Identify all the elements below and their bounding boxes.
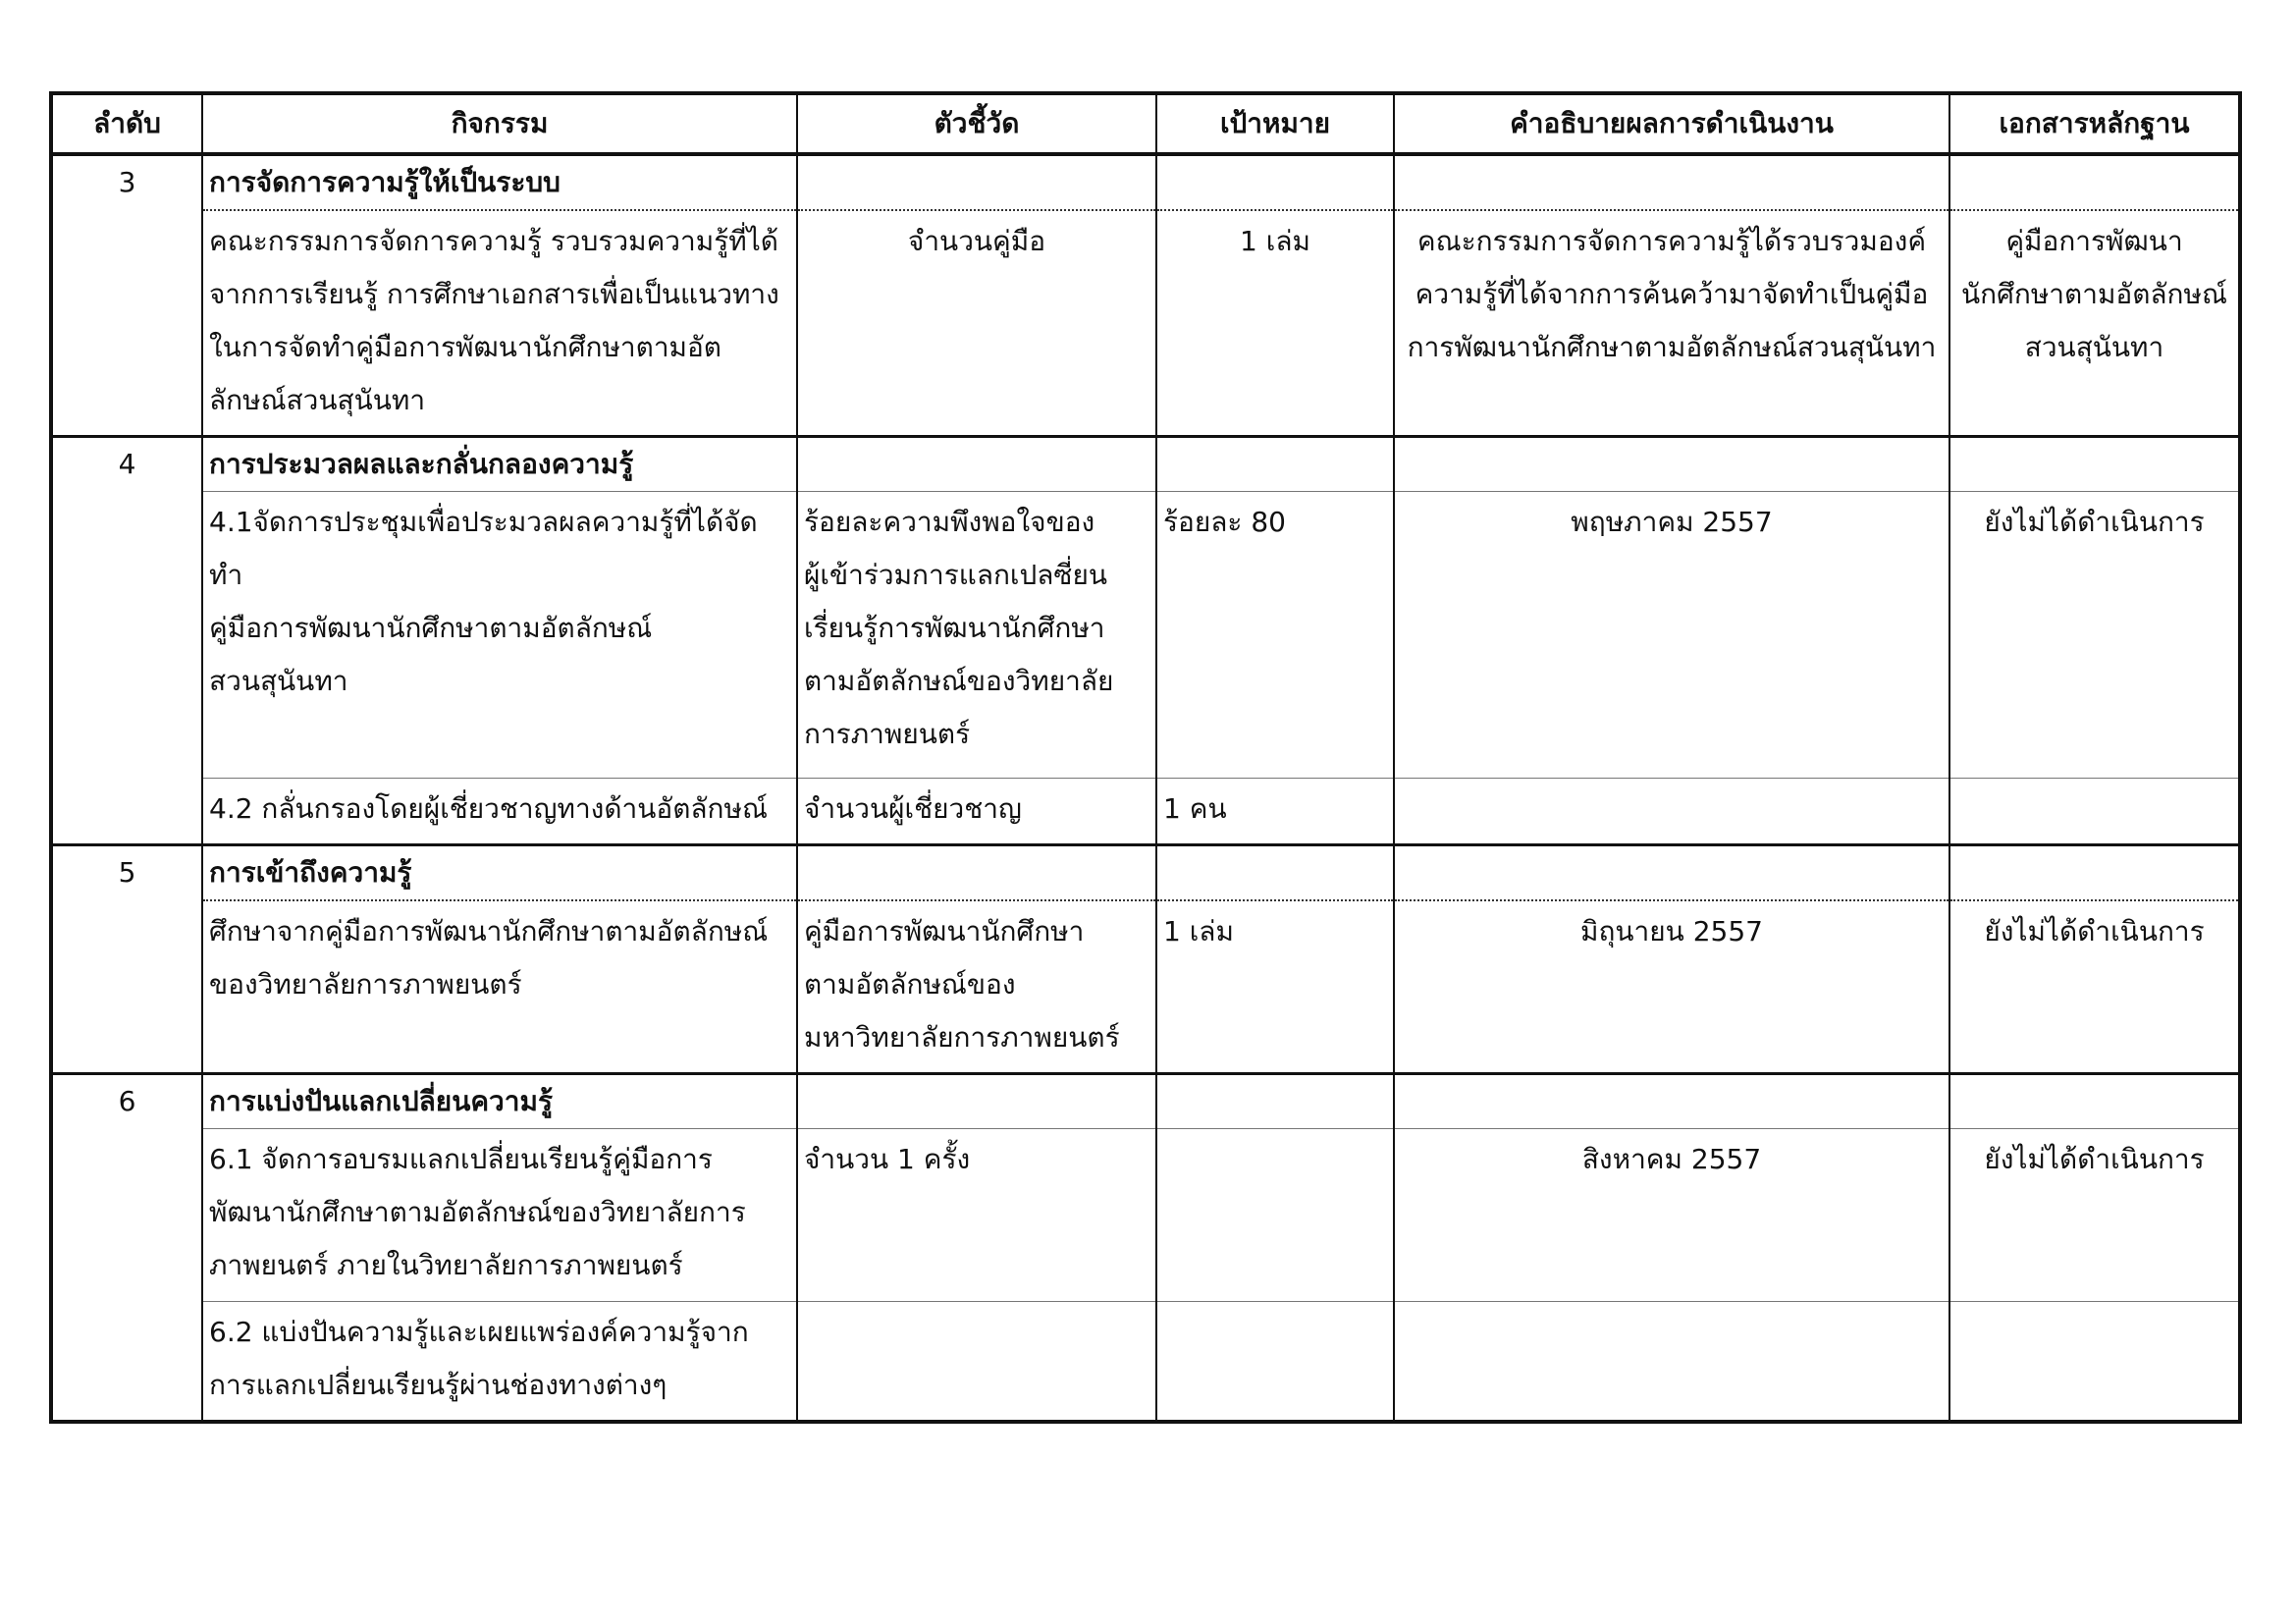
- section-title: การแบ่งปันแลกเปลี่ยนความรู้: [202, 1074, 797, 1129]
- section-title-row: [51, 1074, 2240, 1129]
- activity-cell: 6.1 จัดการอบรมแลกเปลี่ยนเรียนรู้คู่มือการ พัฒนานักศึกษาตามอัตลักษณ์ของวิทยาลัยการ ภาพยนตร์ ภายในวิทยาลัยการภาพยนตร์: [202, 1129, 797, 1302]
- activity-cell: คณะกรรมการจัดการความรู้ รวบรวมความรู้ที่ได้ จากการเรียนรู้ การศึกษาเอกสารเพื่อเป็นแนวทาง ในการจัดทำคู่มือการพัฒนานักศึกษาตามอัต ลักษณ์สวนสุนันทา: [202, 210, 797, 437]
- description-cell: คณะกรรมการจัดการความรู้ได้รวบรวมองค์ ความรู้ที่ได้จากการค้นคว้ามาจัดทำเป็นคู่มือ การพัฒนานักศึกษาตามอัตลักษณ์สวนสุนันทา: [1394, 210, 1949, 437]
- header-activity: กิจกรรม: [202, 93, 797, 154]
- target-cell: 1 เล่ม: [1156, 210, 1394, 437]
- target-cell: ร้อยละ 80: [1156, 492, 1394, 779]
- header-indicator: ตัวชี้วัด: [797, 93, 1156, 154]
- evidence-cell: ยังไม่ได้ดำเนินการ: [1949, 492, 2240, 779]
- activity-cell: ศึกษาจากคู่มือการพัฒนานักศึกษาตามอัตลักษณ์ ของวิทยาลัยการภาพยนตร์: [202, 900, 797, 1074]
- evidence-cell: ยังไม่ได้ดำเนินการ: [1949, 900, 2240, 1074]
- evidence-cell: ยังไม่ได้ดำเนินการ: [1949, 1129, 2240, 1302]
- section-title-row: [51, 437, 2240, 492]
- target-cell: [1156, 1302, 1394, 1423]
- indicator-cell: จำนวน 1 ครั้ง: [797, 1129, 1156, 1302]
- section-number: 3: [51, 154, 202, 437]
- section-title: การจัดการความรู้ให้เป็นระบบ: [202, 154, 797, 210]
- indicator-cell: จำนวนผู้เชี่ยวชาญ: [797, 779, 1156, 845]
- activity-cell: 4.1จัดการประชุมเพื่อประมวลผลความรู้ที่ได้จัดทำ คู่มือการพัฒนานักศึกษาตามอัตลักษณ์สวนสุนันทา: [202, 492, 797, 779]
- description-cell: พฤษภาคม 2557: [1394, 492, 1949, 779]
- target-cell: 1 คน: [1156, 779, 1394, 845]
- table-row: [51, 1129, 2240, 1302]
- section-number: 5: [51, 845, 202, 1074]
- indicator-cell: [797, 1302, 1156, 1423]
- description-cell: มิถุนายน 2557: [1394, 900, 1949, 1074]
- target-cell: [1156, 1129, 1394, 1302]
- activity-cell: 6.2 แบ่งปันความรู้และเผยแพร่องค์ความรู้จาก การแลกเปลี่ยนเรียนรู้ผ่านช่องทางต่างๆ: [202, 1302, 797, 1423]
- table-row: [51, 900, 2240, 1074]
- section-title-row: [51, 845, 2240, 901]
- description-cell: [1394, 779, 1949, 845]
- section-title: การเข้าถึงความรู้: [202, 845, 797, 901]
- indicator-cell: ร้อยละความพึงพอใจของ ผู้เข้าร่วมการแลกเปลซี่ยน เรี่ยนรู้การพัฒนานักศึกษา ตามอัตลักษณ์ของวิทยาลัย การภาพยนตร์: [797, 492, 1156, 779]
- description-cell: [1394, 1302, 1949, 1423]
- header-target: เป้าหมาย: [1156, 93, 1394, 154]
- indicator-cell: คู่มือการพัฒนานักศึกษา ตามอัตลักษณ์ของ มหาวิทยาลัยการภาพยนตร์: [797, 900, 1156, 1074]
- header-row: [51, 93, 2240, 154]
- table-row: [51, 779, 2240, 845]
- header-evidence: เอกสารหลักฐาน: [1949, 93, 2240, 154]
- description-cell: สิงหาคม 2557: [1394, 1129, 1949, 1302]
- activity-cell: 4.2 กลั่นกรองโดยผู้เชี่ยวชาญทางด้านอัตลักษณ์: [202, 779, 797, 845]
- km-plan-table: [49, 91, 2242, 1424]
- table-row: [51, 1302, 2240, 1423]
- evidence-cell: [1949, 779, 2240, 845]
- section-title-row: [51, 154, 2240, 210]
- target-cell: 1 เล่ม: [1156, 900, 1394, 1074]
- indicator-cell: จำนวนคู่มือ: [797, 210, 1156, 437]
- header-order: ลำดับ: [51, 93, 202, 154]
- evidence-cell: [1949, 1302, 2240, 1423]
- header-description: คำอธิบายผลการดำเนินงาน: [1394, 93, 1949, 154]
- evidence-cell: คู่มือการพัฒนา นักศึกษาตามอัตลักษณ์ สวนสุนันทา: [1949, 210, 2240, 437]
- section-title: การประมวลผลและกลั่นกลองความรู้: [202, 437, 797, 492]
- table-row: [51, 492, 2240, 779]
- section-number: 4: [51, 437, 202, 845]
- table-row: [51, 210, 2240, 437]
- section-number: 6: [51, 1074, 202, 1423]
